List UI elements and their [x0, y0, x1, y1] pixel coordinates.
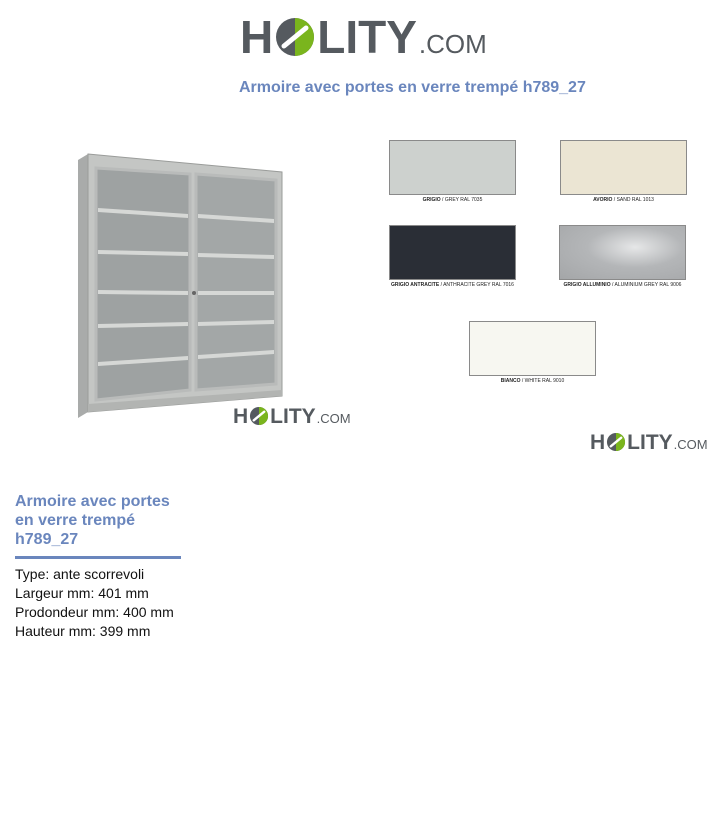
logo-domain: .COM: [418, 29, 487, 59]
logo-letters: LITY: [627, 431, 673, 454]
product-specs: [15, 565, 174, 641]
logo-domain: .COM: [316, 411, 351, 426]
swatch-chip: [560, 140, 687, 195]
swatch-caption: GRIGIO ALLUMINIO / ALUMINIUM GREY RAL 9006: [563, 282, 682, 288]
logo-letters: LITY: [317, 11, 417, 63]
brand-logo[interactable]: [240, 11, 487, 63]
brand-logo-small: [233, 406, 351, 427]
brand-logo-small: [590, 432, 708, 453]
logo-letter-h: H: [590, 431, 606, 454]
spec-width: Largeur mm: 401 mm: [15, 585, 149, 601]
product-image-cabinet: [74, 152, 286, 427]
swatch-chip: [389, 140, 516, 195]
swatch-chip: [469, 321, 596, 376]
logo-letters: LITY: [270, 405, 316, 428]
page-title: Armoire avec portes en verre trempé h789_27: [239, 79, 586, 96]
logo-letter-h: H: [233, 405, 249, 428]
swatch-grigio-antracite[interactable]: [389, 225, 516, 288]
logo-o-mark-icon: [606, 432, 626, 452]
spec-depth: Prodondeur mm: 400 mm: [15, 604, 174, 620]
swatch-caption: GRIGIO / GREY RAL 7035: [422, 197, 483, 203]
swatch-chip: [389, 225, 516, 280]
swatch-caption: GRIGIO ANTRACITE / ANTHRACITE GREY RAL 7016: [391, 282, 514, 288]
swatch-grigio[interactable]: [389, 140, 516, 203]
swatch-caption: BIANCO / WHITE RAL 9010: [500, 378, 565, 384]
swatch-avorio[interactable]: [560, 140, 687, 203]
logo-o-mark-icon: [274, 16, 316, 58]
swatch-grigio-alluminio[interactable]: [559, 225, 686, 288]
spec-height: Hauteur mm: 399 mm: [15, 623, 151, 639]
swatch-bianco[interactable]: [469, 321, 596, 384]
swatch-caption: AVORIO / SAND RAL 1013: [593, 197, 654, 203]
logo-letter-h: H: [240, 11, 274, 63]
logo-domain: .COM: [673, 437, 708, 452]
swatch-chip: [559, 225, 686, 280]
logo-o-mark-icon: [249, 406, 269, 426]
product-title: Armoire avec portes en verre trempé h789_27: [15, 492, 181, 559]
spec-type: Type: ante scorrevoli: [15, 566, 145, 582]
